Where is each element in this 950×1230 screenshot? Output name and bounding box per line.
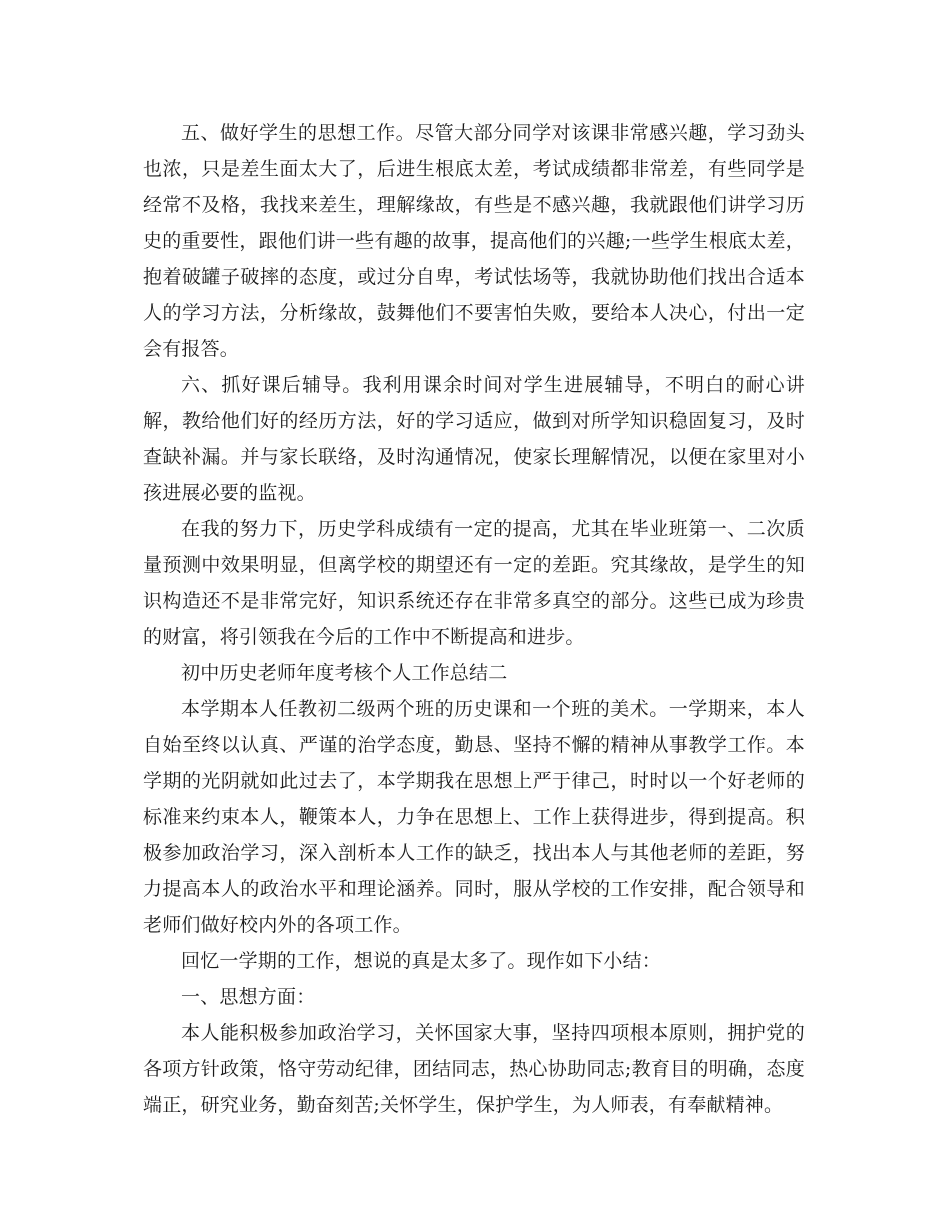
paragraph-review-intro: 回忆一学期的工作，想说的真是太多了。现作如下小结：	[181, 950, 662, 972]
section-heading: 初中历史老师年度考核个人工作总结二	[181, 662, 508, 684]
paragraph-ideology: 本人能积极参加政治学习，关怀国家大事，坚持四项根本原则，拥护党的各项方针政策，恪守劳动纪律，团结同志，热心协助同志;教育目的明确，态度端正，研究业务，勤奋刻苦;关怀学生，保护学生，为人师表，有奉献精神。	[143, 1022, 805, 1116]
paragraph-thought-work: 五、做好学生的思想工作。尽管大部分同学对该课非常感兴趣，学习劲头也浓，只是差生面太大了，后进生根底太差，考试成绩都非常差，有些同学是经常不及格，我找来差生，理解缘故，有些是不感兴趣，我就跟他们讲学习历史的重要性，跟他们讲一些有趣的故事，提高他们的兴趣;一些学生根底太差，抱着破罐子破摔的态度，或过分自卑，考试怯场等，我就协助他们找出合适本人的学习方法，分析缘故，鼓舞他们不要害怕失败，要给本人决心，付出一定会有报答。	[143, 122, 805, 360]
paragraph-semester-overview: 本学期本人任教初二级两个班的历史课和一个班的美术。一学期来，本人自始至终以认真、严谨的治学态度，勤恳、坚持不懈的精神从事教学工作。本学期的光阴就如此过去了，本学期我在思想上严于律己，时时以一个好老师的标准来约束本人，鞭策本人，力争在思想上、工作上获得进步，得到提高。积极参加政治学习，深入剖析本人工作的缺乏，找出本人与其他老师的差距，努力提高本人的政治水平和理论涵养。同时，服从学校的工作安排，配合领导和老师们做好校内外的各项工作。	[143, 698, 805, 936]
paragraph-after-class-tutoring: 六、抓好课后辅导。我利用课余时间对学生进展辅导，不明白的耐心讲解，教给他们好的经历方法，好的学习适应，做到对所学知识稳固复习，及时查缺补漏。并与家长联络，及时沟通情况，使家长理解情况，以便在家里对小孩进展必要的监视。	[143, 374, 805, 504]
paragraph-results: 在我的努力下，历史学科成绩有一定的提高，尤其在毕业班第一、二次质量预测中效果明显，但离学校的期望还有一定的差距。究其缘故，是学生的知识构造还不是非常完好，知识系统还存在非常多真空的部分。这些已成为珍贵的财富，将引领我在今后的工作中不断提高和进步。	[143, 518, 805, 648]
subheading-ideology: 一、思想方面：	[181, 986, 316, 1008]
document-body	[143, 115, 805, 1123]
